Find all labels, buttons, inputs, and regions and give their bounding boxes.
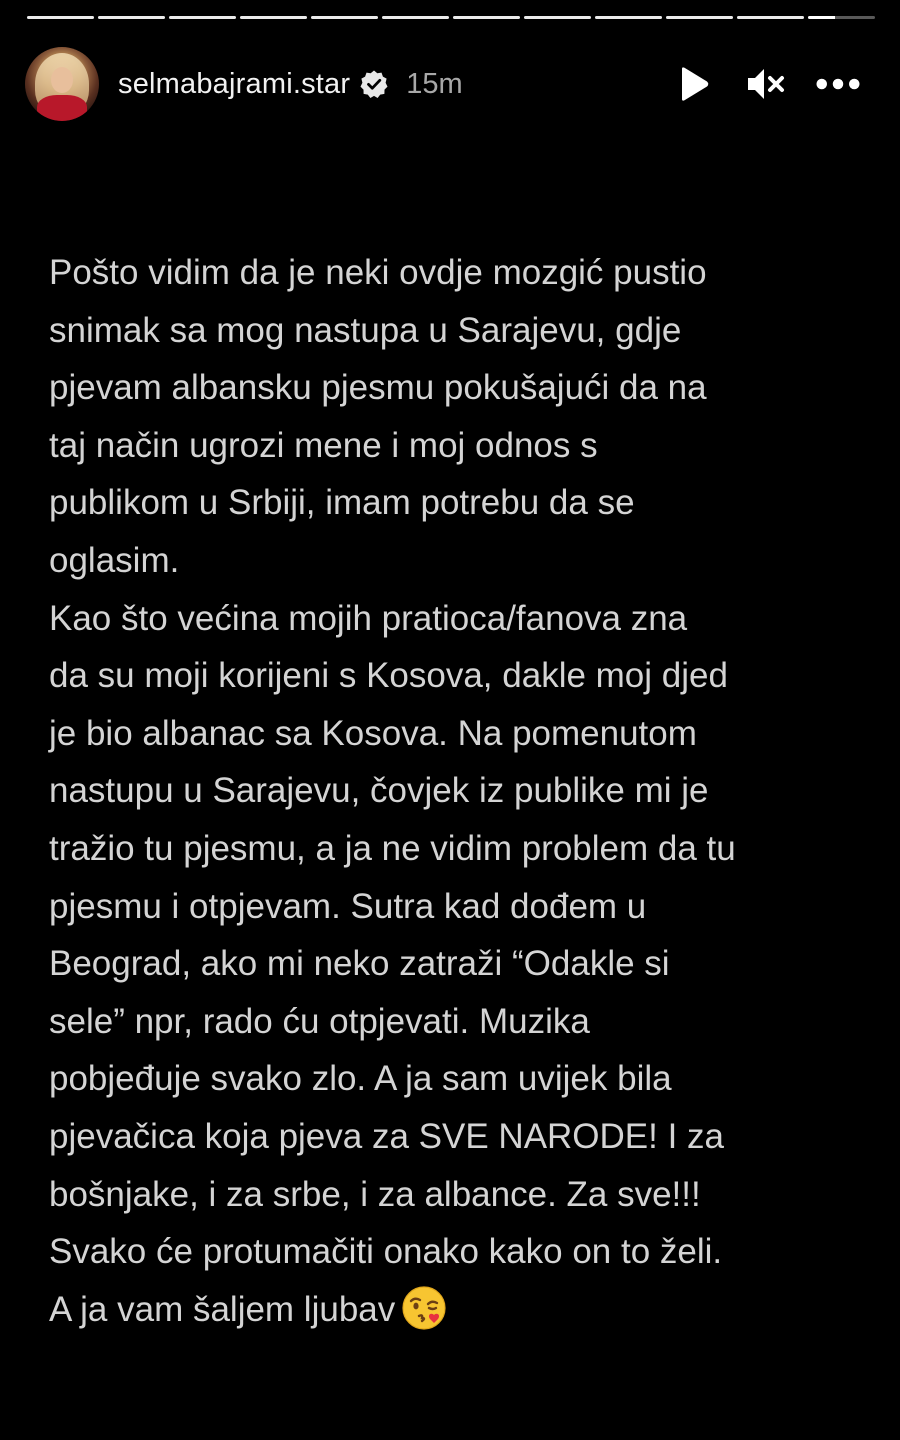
avatar-face	[51, 67, 73, 93]
verified-badge-icon	[359, 69, 389, 99]
progress-segment	[595, 16, 662, 19]
progress-segment	[382, 16, 449, 19]
face-blowing-kiss-emoji	[401, 1285, 447, 1331]
progress-segment-current	[808, 16, 875, 19]
avatar-dress	[37, 95, 87, 121]
more-options-button[interactable]	[816, 62, 860, 106]
more-icon	[816, 78, 860, 90]
play-icon	[677, 66, 711, 102]
mute-button[interactable]	[744, 62, 788, 106]
post-time: 15m	[406, 67, 463, 100]
progress-segment	[169, 16, 236, 19]
progress-segment	[27, 16, 94, 19]
progress-segment	[311, 16, 378, 19]
progress-segment	[453, 16, 520, 19]
progress-segment	[666, 16, 733, 19]
play-button[interactable]	[672, 62, 716, 106]
story-progress-bar	[27, 16, 875, 20]
story-text	[49, 244, 869, 1338]
progress-segment	[98, 16, 165, 19]
progress-segment	[240, 16, 307, 19]
progress-segment	[737, 16, 804, 19]
username[interactable]: selmabajrami.star	[118, 67, 351, 100]
story-text-body: Pošto vidim da je neki ovdje mozgić pustio snimak sa mog nastupa u Sarajevu, gdje pjevam albansku pjesmu pokušajući da na taj način ugrozi mene i moj odnos s publikom u Srbiji, imam potrebu da se oglasim. Kao što većina mojih pratioca/fanova zna da su moji korijeni s Kosova, dakle moj djed je bio albanac sa Kosova. Na pomenutom nastupu u Sarajevu, čovjek iz publike mi je tražio tu pjesmu, a ja ne vidim problem da tu pjesmu i otpjevam. Sutra kad dođem u Beograd, ako mi neko zatraži “Odakle si sele” npr, rado ću otpjevati. Muzika pobjeđuje svako zlo. A ja sam uvijek bila pjevačica koja pjeva za SVE NARODE! I za bošnjake, i za srbe, i za albance. Za sve!!! Svako će protumačiti onako kako on to želi. A ja vam šaljem ljubav	[49, 253, 736, 1329]
avatar[interactable]	[25, 47, 99, 121]
story-header	[25, 47, 860, 121]
progress-segment	[524, 16, 591, 19]
mute-icon	[746, 66, 786, 102]
